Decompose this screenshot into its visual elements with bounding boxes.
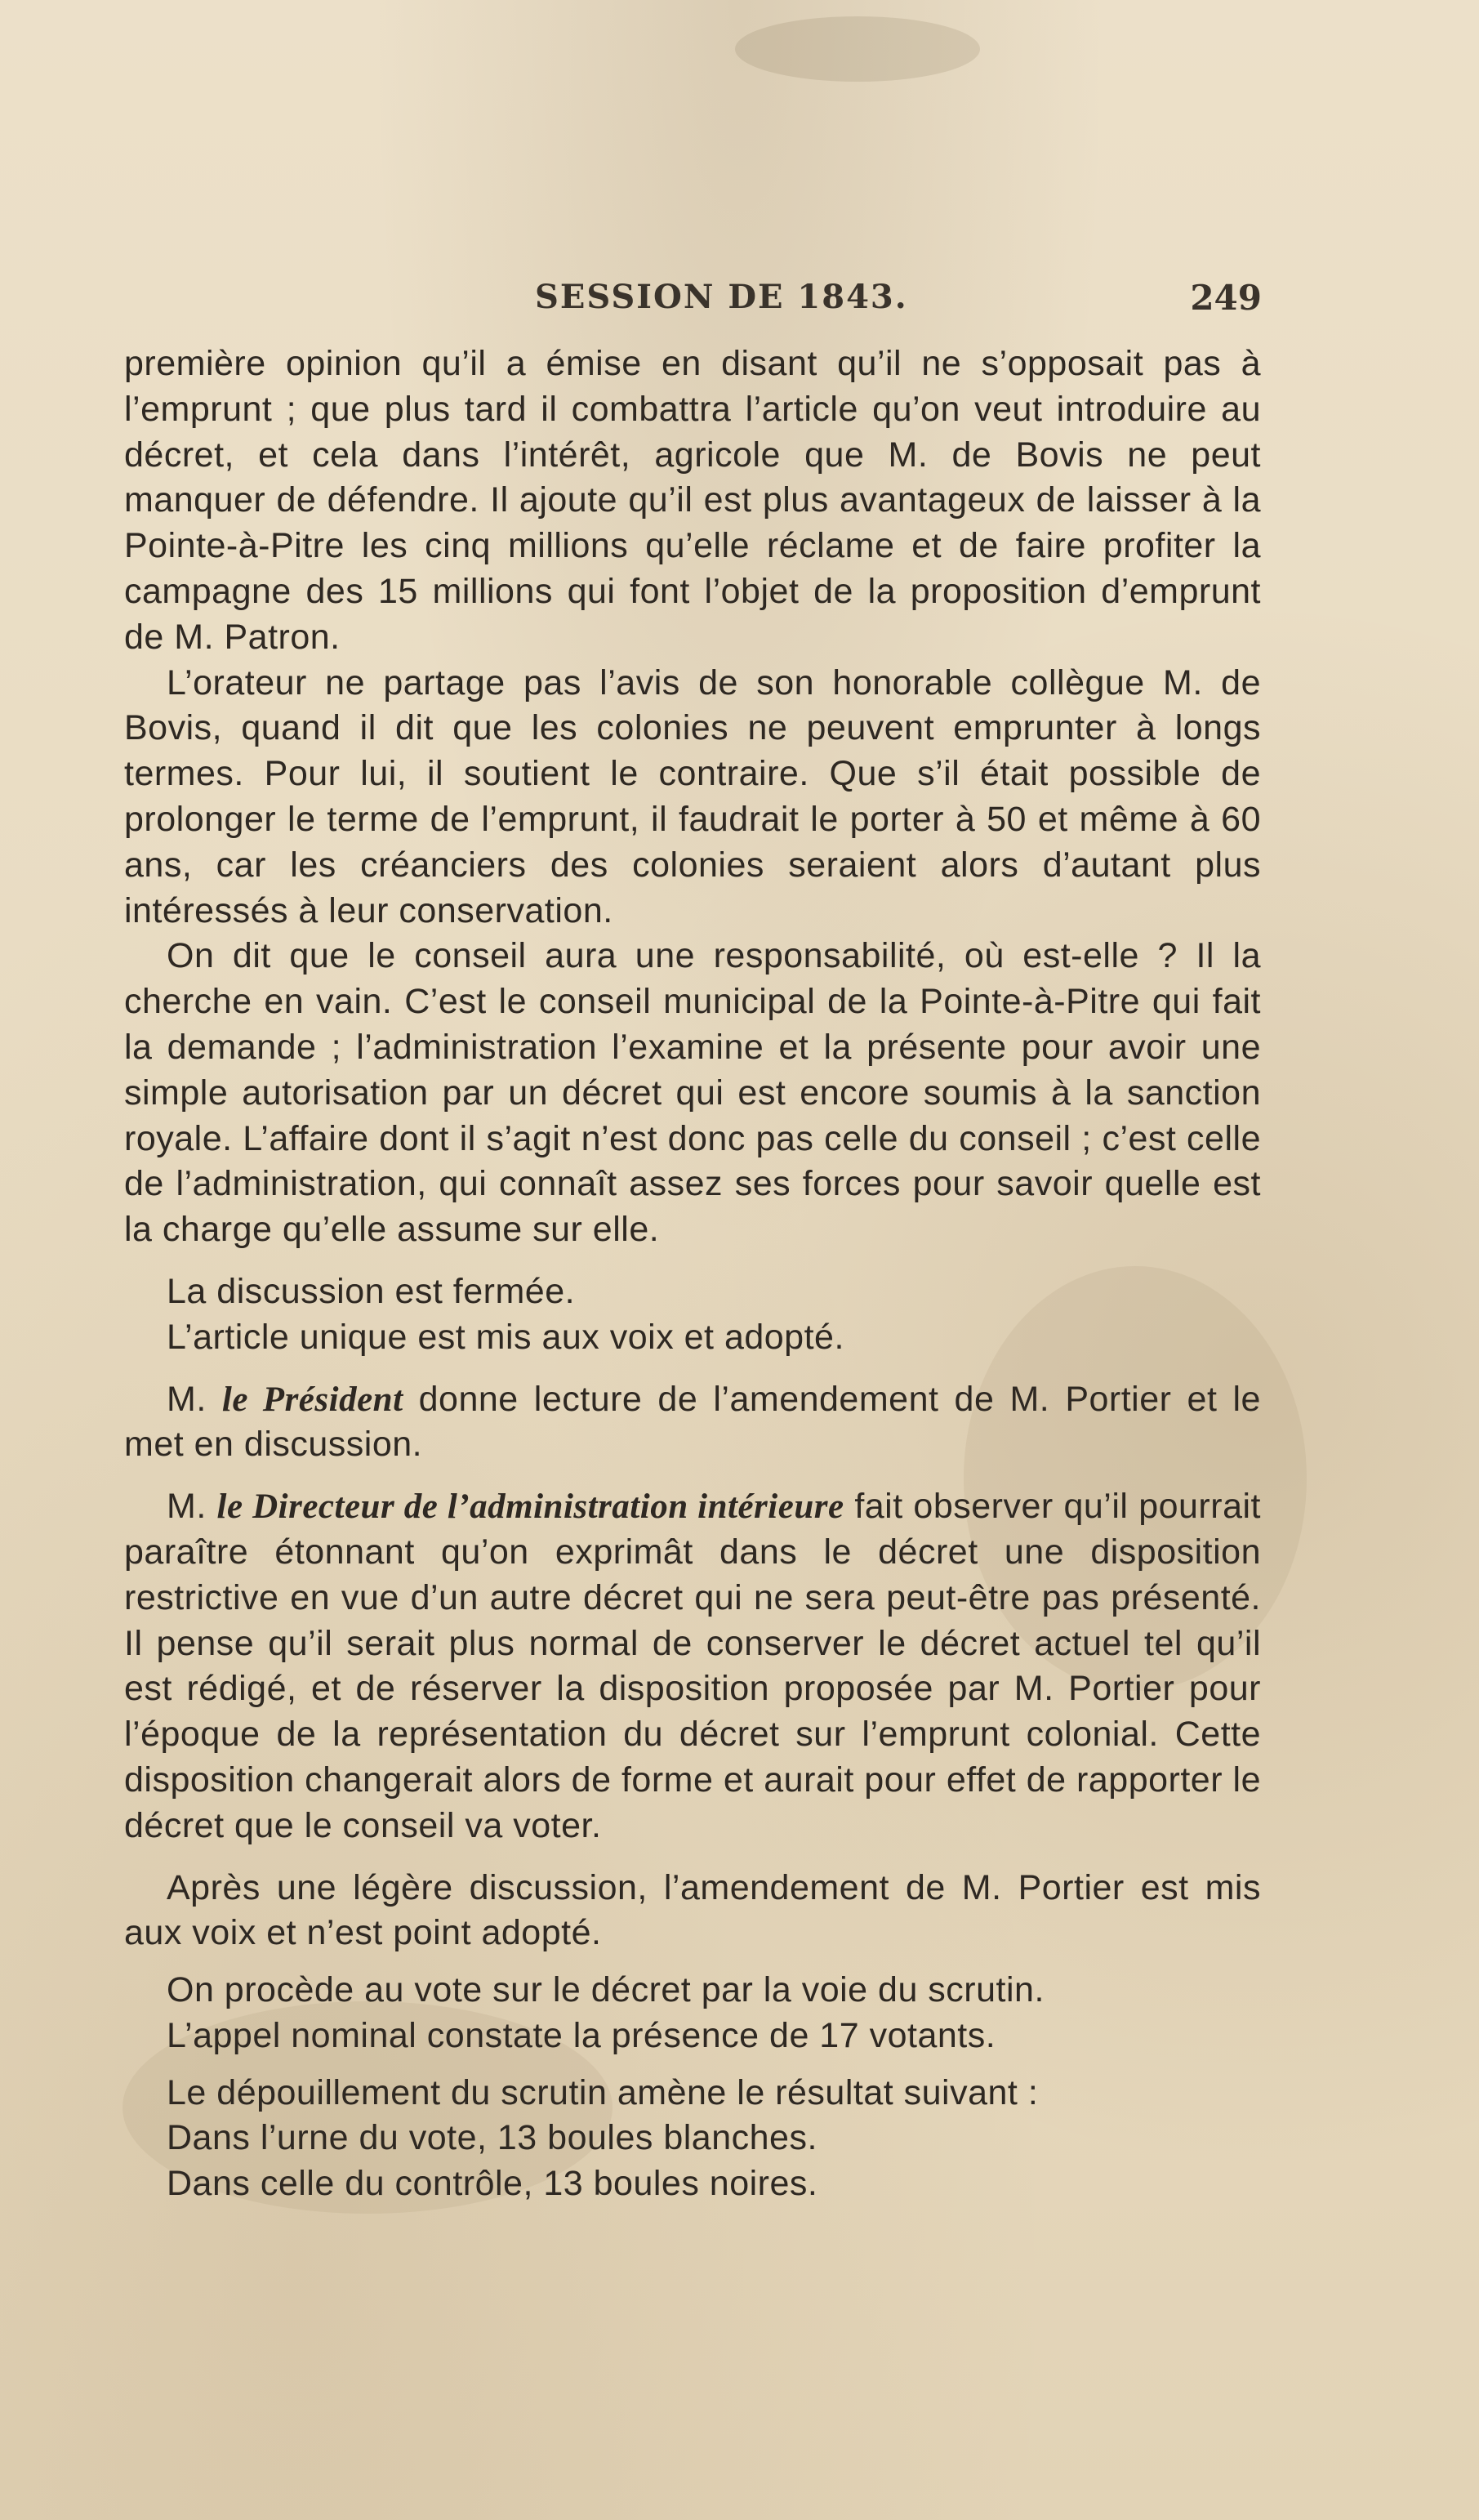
paragraph <box>124 1377 1261 1469</box>
paragraph: Dans celle du contrôle, 13 boules noires. <box>167 2164 818 2204</box>
paragraph: L’appel nominal constate la présence de 17 votants. <box>167 2015 996 2055</box>
paragraph-text: donne lecture de l’amendement de M. Portier et le met en discussion. <box>124 1379 1261 1465</box>
paragraph: L’article unique est mis aux voix et adopté. <box>167 1317 844 1357</box>
speaker-title: le Directeur de l’administration intérieure <box>216 1487 844 1527</box>
paragraph-text: fait observer qu’il pourrait paraître étonnant qu’on exprimât dans le décret une disposition restrictive en vue d’un autre décret qui ne sera peut-être pas présenté. Il pense qu’il serait plus normal de conserver le décret actuel tel qu’il est rédigé, et de réserver la disposition proposée par M. Portier pour l’époque de la représentation du décret sur l’emprunt colonial. Cette disposition changerait alors de forme et aurait pour effet de rapporter le décret que le conseil va voter. <box>124 1487 1261 1845</box>
paragraph: première opinion qu’il a émise en disant qu’il ne s’opposait pas à l’emprunt ; que plus tard il combattra l’article qu’on veut introduire au décret, et cela dans l’intérêt, agricole que M. de Bovis ne peut manquer de défendre. Il ajoute qu’il est plus avantageux de laisser à la Pointe-à-Pitre les cinq millions qu’elle réclame et de faire profiter la campagne des 15 millions qui font l’objet de la proposition d’emprunt de M. Patron. <box>124 344 1261 657</box>
speaker-title: le Président <box>221 1380 403 1419</box>
page-header <box>127 278 1262 327</box>
paragraph: On dit que le conseil aura une responsabilité, où est-elle ? Il la cherche en vain. C’est le conseil municipal de la Pointe-à-Pitre qui fait la demande ; l’administration l’examine et la présente pour avoir une simple autorisation par un décret qui est encore soumis à la sanction royale. L’affaire dont il s’agit n’est donc pas celle du conseil ; c’est celle de l’administration, qui connaît assez ses forces pour savoir quelle est la charge qu’elle assume sur elle. <box>124 936 1261 1250</box>
paragraph: On procède au vote sur le décret par la voie du scrutin. <box>167 1970 1045 2010</box>
body-text <box>124 341 1261 2207</box>
paragraph: Après une légère discussion, l’amendement de M. Portier est mis aux voix et n’est point adopté. <box>124 1867 1261 1953</box>
speaker-prefix: M. <box>167 1487 207 1527</box>
paragraph: Le dépouillement du scrutin amène le résultat suivant : <box>167 2072 1039 2112</box>
paragraph: Dans l’urne du vote, 13 boules blanches. <box>167 2118 817 2158</box>
paragraph <box>124 1484 1261 1849</box>
paragraph: La discussion est fermée. <box>167 1271 576 1311</box>
page-number: 249 <box>1190 278 1262 318</box>
paragraph: L’orateur ne partage pas l’avis de son honorable collègue M. de Bovis, quand il dit que les colonies ne peuvent emprunter à longs termes. Pour lui, il soutient le contraire. Que s’il était possible de prolonger le terme de l’emprunt, il faudrait le porter à 50 et même à 60 ans, car les créanciers des colonies seraient alors d’autant plus intéressés à leur conservation. <box>124 662 1261 930</box>
paper-stain <box>735 16 980 82</box>
speaker-prefix: M. <box>167 1379 207 1419</box>
running-title: SESSION DE 1843. <box>535 278 908 316</box>
